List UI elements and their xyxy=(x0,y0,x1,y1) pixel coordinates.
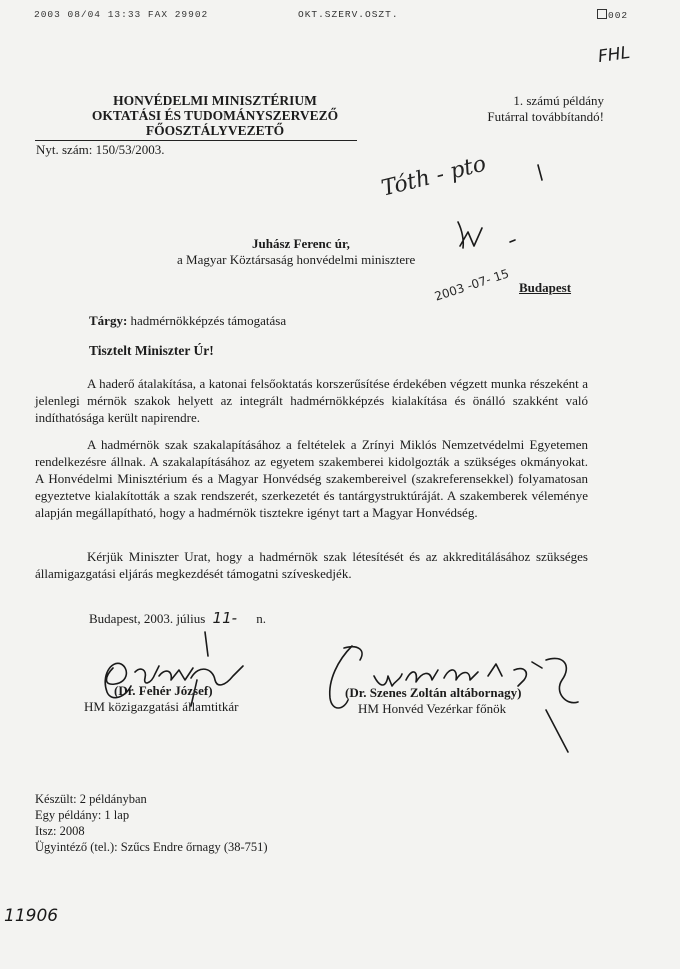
addressee-city: Budapest xyxy=(519,280,572,295)
signatory-1-name: (Dr. Fehér József) xyxy=(114,683,213,698)
date-suffix: n. xyxy=(256,611,267,626)
subject-label: Tárgy: xyxy=(89,313,128,328)
addressee-name: Juhász Ferenc úr, xyxy=(252,236,350,251)
date-day: 11- xyxy=(212,609,238,627)
subject-line xyxy=(89,313,286,329)
fax-page-number: 002 xyxy=(597,9,628,21)
copy-number: 1. számú példány xyxy=(513,93,604,108)
body-paragraph-2: A hadmérnök szak szakalapításához a feltételek a Zrínyi Miklós Nemzetvédelmi Egyetemen rendelkezésre állnak. A szakalapításához az egyetem szakemberei kidolgozták a szükséges okmányokat. A Honvédelmi Minisztérium és a Magyar Honvédség szakembereivel (szakreferensekkel) folyamatosan egyeztetve kialakították a szak rendszerét, szerkezetét és tantárgystruktúráját. A szakemberek véleménye alapján megállapítható, hogy a hadmérnök tisztekre igényt tart a Magyar Honvédség. xyxy=(35,437,588,520)
handwritten-mark: FHL xyxy=(596,42,632,68)
footer-block xyxy=(35,791,268,855)
sender-line-1: HONVÉDELMI MINISZTÉRIUM xyxy=(113,93,317,108)
footer-copies: Készült: 2 példányban xyxy=(35,792,147,806)
bottom-handwritten-mark: 11906 xyxy=(4,906,59,926)
salutation: Tisztelt Miniszter Úr! xyxy=(89,343,214,358)
date-prefix: Budapest, 2003. július xyxy=(89,611,206,626)
delivery-note: Futárral továbbítandó! xyxy=(487,109,604,124)
copy-info xyxy=(430,93,604,125)
signatory-2-name: (Dr. Szenes Zoltán altábornagy) xyxy=(345,685,522,700)
sender-divider xyxy=(35,140,357,141)
sender-line-2: OKTATÁSI ÉS TUDOMÁNYSZERVEZŐ xyxy=(91,108,339,123)
sender-line-3: FŐOSZTÁLYVEZETŐ xyxy=(145,123,285,138)
subject-text: hadmérnökképzés támogatása xyxy=(130,313,287,328)
footer-itsz: Itsz: 2008 xyxy=(35,824,85,838)
handwritten-note: Tóth - pto xyxy=(378,151,489,202)
checkbox-icon xyxy=(597,9,607,19)
handwritten-note-strokes xyxy=(370,150,570,260)
footer-pages: Egy példány: 1 lap xyxy=(35,808,130,822)
signatory-2-title: HM Honvéd Vezérkar főnök xyxy=(358,701,507,716)
sender-block xyxy=(70,93,360,138)
date-line xyxy=(89,609,266,627)
received-date-stamp: 2003 -07- 15 xyxy=(432,266,511,304)
footer-contact: Ügyintéző (tel.): Szűcs Endre őrnagy (38-751) xyxy=(35,840,268,854)
body-paragraph-3: Kérjük Miniszter Urat, hogy a hadmérnök szak létesítését és az akkreditálásához szükséges államigazgatási eljárás megkezdését támogatni szíveskedjék. xyxy=(35,549,588,581)
fax-timestamp: 2003 08/04 13:33 FAX 29902 xyxy=(34,9,209,20)
fax-department: OKT.SZERV.OSZT. xyxy=(298,9,399,20)
signatory-1-title: HM közigazgatási államtitkár xyxy=(84,699,239,714)
body-paragraph-1: A haderő átalakítása, a katonai felsőoktatás korszerűsítése érdekében végzett munka részeként a jelenlegi mérnök szakok helyett az integrált hadmérnökképzés kialakítása és önálló szakként való indíthatósága került napirendre. xyxy=(35,376,588,425)
reference-number: Nyt. szám: 150/53/2003. xyxy=(36,142,165,157)
addressee-title: a Magyar Köztársaság honvédelmi minisztere xyxy=(177,252,416,267)
